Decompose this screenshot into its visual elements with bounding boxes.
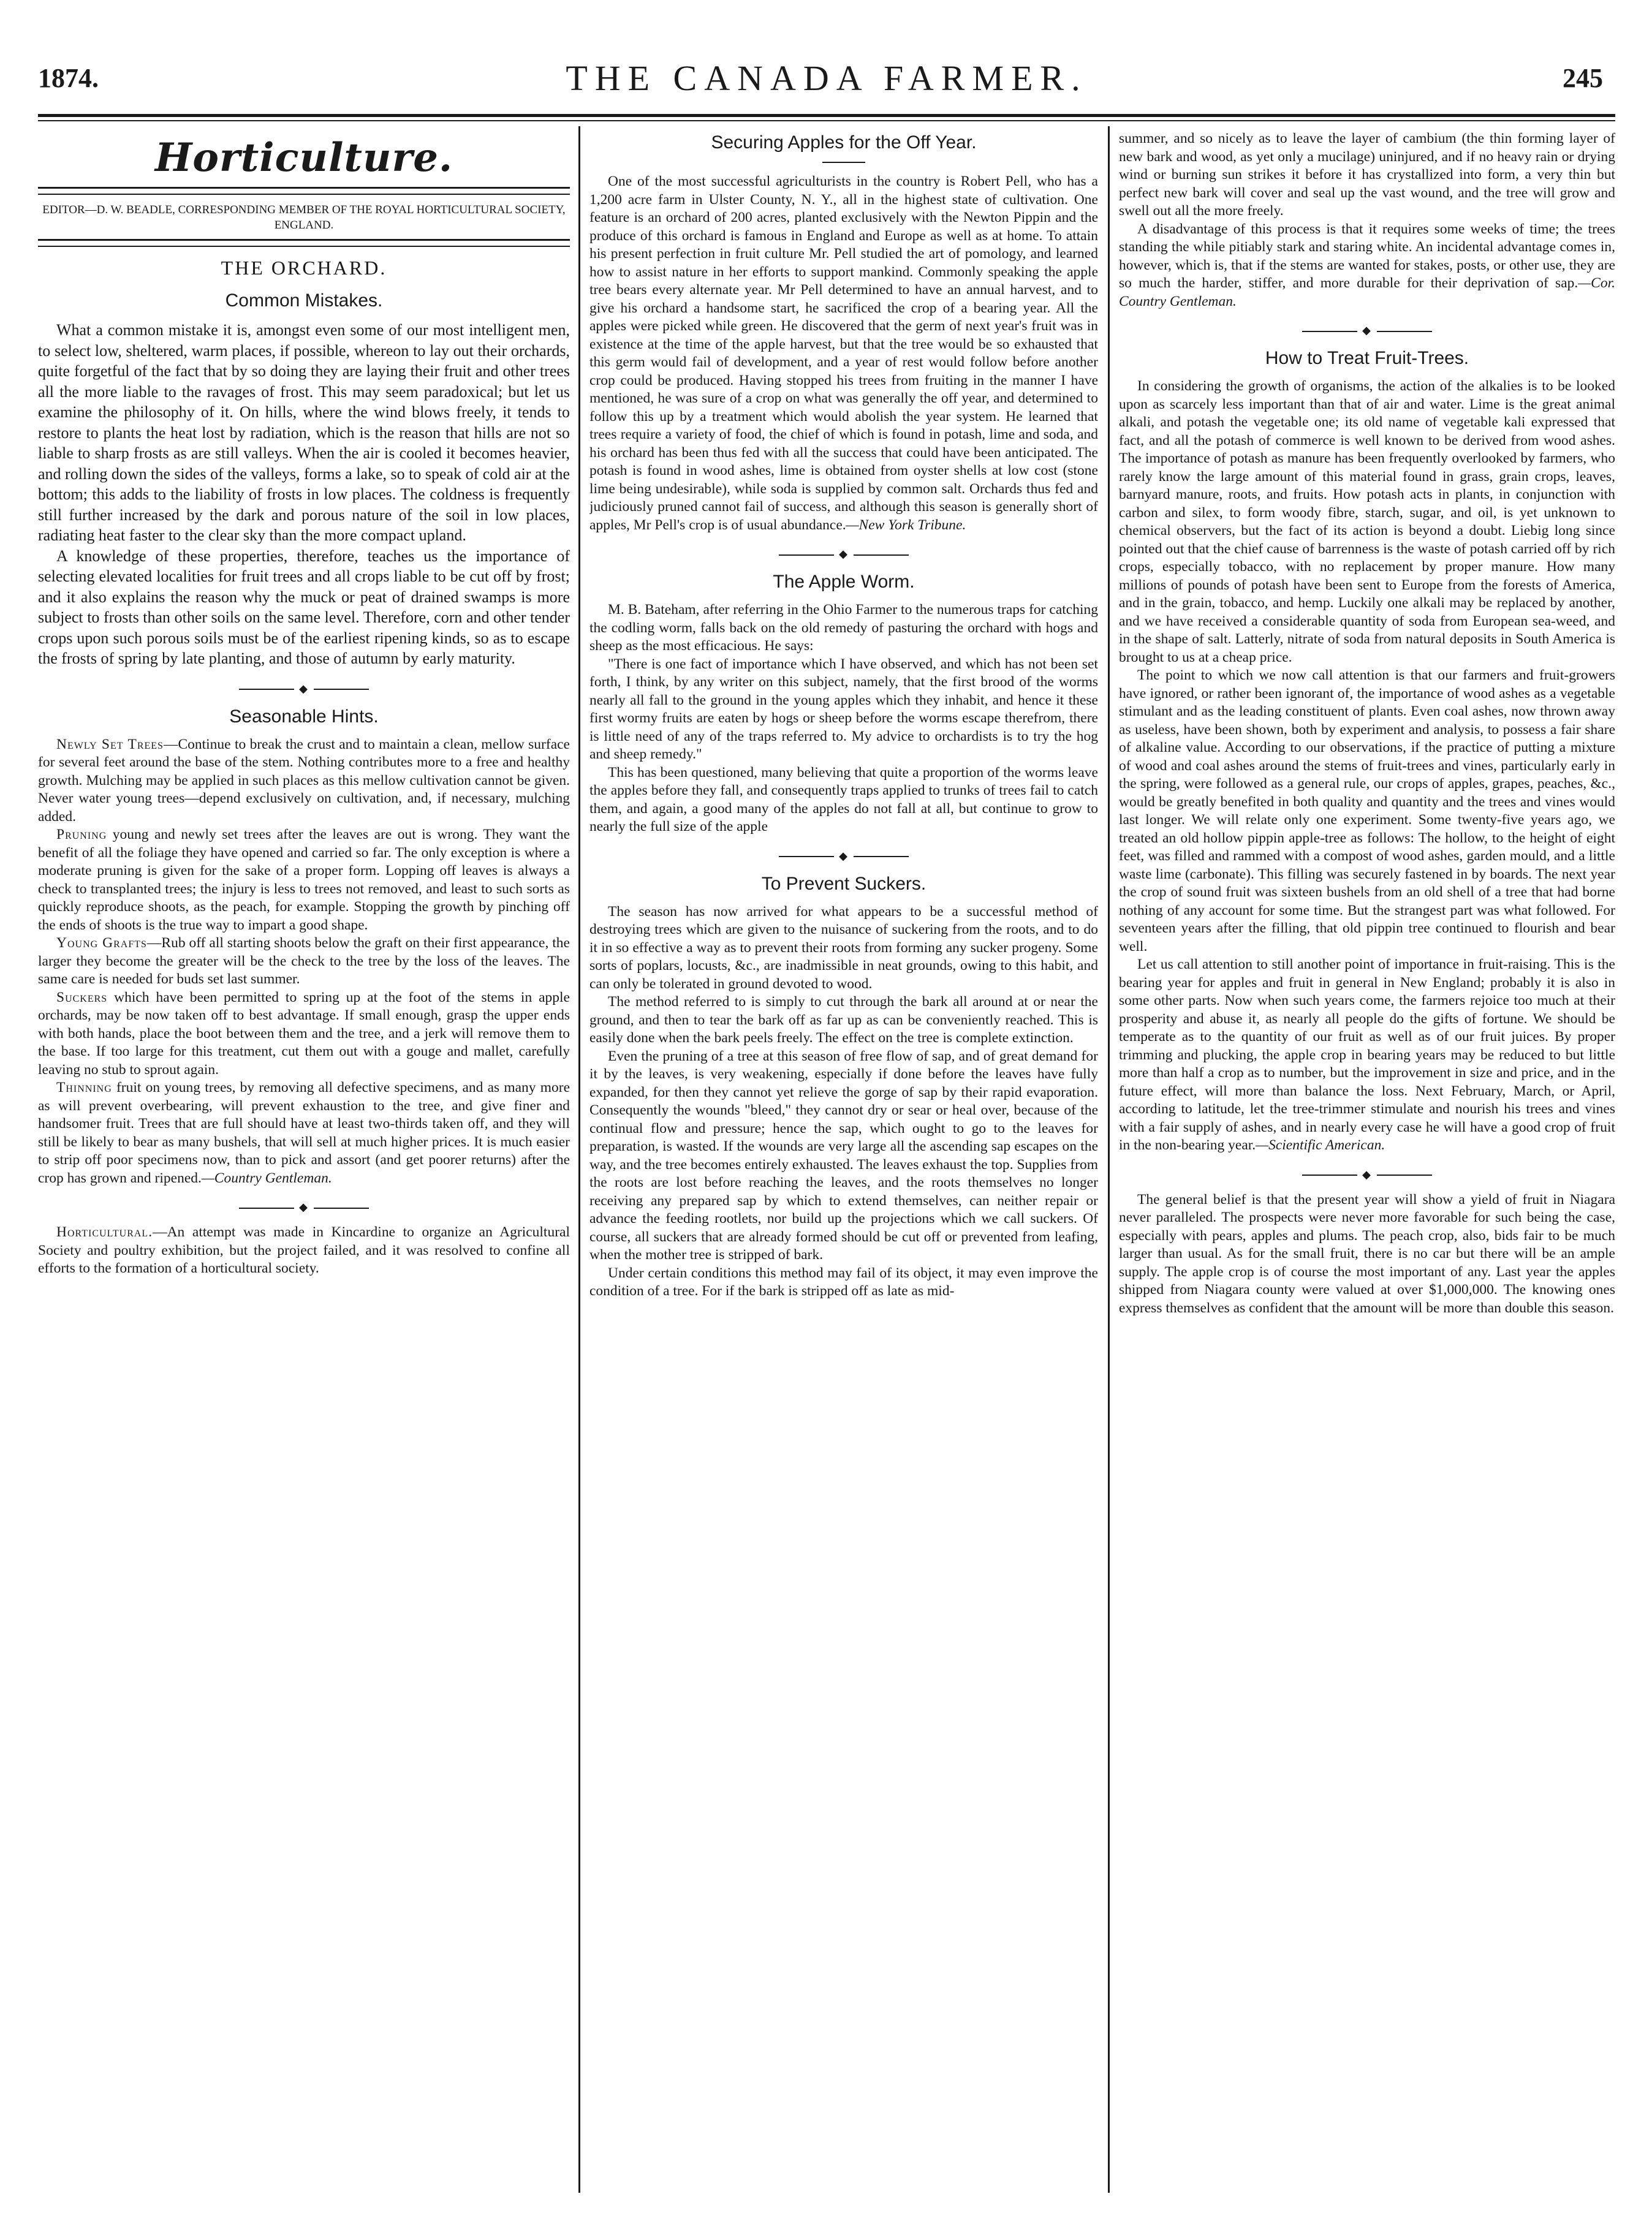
column-2 bbox=[589, 130, 1098, 2193]
section-title: Horticulture. bbox=[154, 135, 453, 181]
masthead bbox=[38, 39, 1615, 107]
page-number: 245 bbox=[1563, 63, 1603, 93]
article-paragraph: Even the pruning of a tree at this season of free flow of sap, and of great demand for it by the leaves, is very weakening, especially if done before the leaves have fully expanded, for then they cannot yet relieve the gorge of sap by their rapid evaporation. Consequently the wounds "bleed," they cannot dry or sear or heal over, because of the continual flow and pressure; hence the sap, which ought to go to the leaves for preparation, is wasted. If the wounds are very large all the ascending sap escapes on the way, and the tree becomes entirely exhausted. The leaves exhaust the top. Supplies from the roots are lost before reaching the leaves, and the roots themselves no longer receiving any prepared sap by which to extend themselves, can neither repair or advance the feeding rootlets, nor build up the projections which we call suckers. Of course, all suckers that are already formed should be cut off or prevented from leafing, when the mother tree is stripped of bark. bbox=[589, 1048, 1098, 1263]
editor-rule bbox=[38, 239, 570, 247]
signature: —Scientific American. bbox=[1256, 1137, 1385, 1153]
continuation-paragraph: summer, and so nicely as to leave the layer of cambium (the thin forming layer of new bark and wood, as yet only a mucilage) uninjured, and if no heavy rain or drying wind or burning sun strikes it before it has crystallized into form, a very thin but perfect new bark will cover and seal up the vast wound, and the tree will grow and swell out all the more freely. bbox=[1119, 131, 1615, 219]
article-heading: How to Treat Fruit-Trees. bbox=[1265, 348, 1469, 368]
article-paragraph: M. B. Bateham, after referring in the Ohio Farmer to the numerous traps for catching the codling worm, falls back on the old remedy of pasturing the orchard with hogs and sheep as the most efficacious. He says: bbox=[589, 602, 1098, 654]
ornament-divider: ◆ bbox=[589, 850, 1098, 863]
article-heading: To Prevent Suckers. bbox=[761, 873, 926, 894]
ornament-divider: ◆ bbox=[38, 683, 570, 695]
article-paragraph: This has been questioned, many believing that quite a proportion of the worms leave the apples before they fall, and consequently traps applied to trunks of trees fail to catch them, and again, a good many of the apples do not fall at all, but continue to grow to nearly the full size of the apple bbox=[589, 764, 1098, 834]
ornament-divider: ◆ bbox=[589, 548, 1098, 561]
column-divider-2 bbox=[1108, 126, 1110, 2193]
editor-line: EDITOR—D. W. BEADLE, CORRESPONDING MEMBER OF THE ROYAL HORTICULTURAL SOCIETY, ENGLAND. bbox=[42, 203, 566, 232]
masthead-title: THE CANADA FARMER. bbox=[566, 58, 1088, 98]
header-rule-thin bbox=[38, 120, 1615, 121]
article-paragraph: What a common mistake it is, amongst even some of our most intelligent men, to select low, sheltered, warm places, if possible, whereon to lay out their orchards, quite forgetful of the fact that by so doing they are laying their fruit and other trees all the more liable to the ravages of frost. This may seem paradoxical; but let us examine the philosophy of it. On hills, where the wind blows freely, it tends to restore to plants the heat lost by radiation, which is the reason that hills are not so liable to sharp frosts as are still valleys. When the air is cooled it becomes heavier, and rolling down the sides of the valleys, forms a lake, so to speak of cold air at the bottom; this adds to the liability of frosts in low places. The coldness is frequently still further increased by the dark and porous nature of the soil in low places, radiating heat faster to the clear sky than the more compact upland. bbox=[38, 321, 570, 544]
ornament-divider: ◆ bbox=[1119, 1168, 1615, 1181]
column-1 bbox=[38, 130, 570, 2193]
article-heading: Seasonable Hints. bbox=[229, 706, 379, 727]
hint-paragraph: Thinning fruit on young trees, by removing all defective specimens, and as many more as will prevent overbearing, will prevent exhaustion to the tree, and give finer and handsomer fruit. Trees that are full should have at least two-thirds taken off, and they will still be likely to bear as many bushels, that will sell at much higher prices. It is much easier to strip off poor specimens now, than to pick and assort (and get poorer returns) after the crop has grown and ripened.—Country Gentleman. bbox=[38, 1080, 570, 1186]
article-paragraph: The season has now arrived for what appears to be a successful method of destroying trees which are given to the nuisance of suckering from the roots, and to do it in so effective a way as to prevent their roots from forming any sucker progeny. Some sorts of poplars, locusts, &c., are inadmissible in neat grounds, owing to this habit, and can only be tolerated in ground devoted to wood. bbox=[589, 903, 1098, 992]
article-heading: The Apple Worm. bbox=[773, 572, 915, 592]
ornament-divider: ◆ bbox=[1119, 324, 1615, 337]
continuation-paragraph: A disadvantage of this process is that it requires some weeks of time; the trees standing the while pitiably stark and staring white. An incidental advantage comes in, however, which is, that if the stems are wanted for stakes, posts, or other use, they are so much the harder, stiffer, and more durable for their deprivation of sap.—Cor. Country Gentleman. bbox=[1119, 221, 1615, 309]
article-heading: Common Mistakes. bbox=[225, 290, 383, 311]
signature: —New York Tribune. bbox=[846, 516, 966, 533]
article-paragraph: "There is one fact of importance which I have observed, and which has not been set forth, I think, by any writer on this subject, namely, that the first brood of the worms nearly all fall to the ground in the young apples which they inhabit, and hence it these first wormy fruits are eaten by hogs or sheep before the worms escape therefrom, there is little need of any of the traps referred to. My advice to orchardists is to try the hog and sheep remedy." bbox=[589, 656, 1098, 762]
orchard-title: THE ORCHARD. bbox=[221, 257, 387, 279]
hint-paragraph: Pruning young and newly set trees after the leaves are out is wrong. They want the benefit of all the foliage they have opened and carried so far. The only exception is where a moderate pruning is given for the sake of a proper form. Lopping off leaves is always a check to transplanted trees; the injury is less to trees not removed, and least to such sorts as quickly reproduce shoots, as the peach, for example. Stopping the growth by pinching off the ends of shoots is the true way to impart a good shape. bbox=[38, 827, 570, 933]
hint-paragraph: Suckers which have been permitted to spring up at the foot of the stems in apple orchards, may be now taken off to best advantage. If small enough, grasp the upper ends with both hands, place the boot between them and the tree, and a jerk will remove them to the base. If too large for this treatment, cut them out with a gouge and mallet, carefully leaving no stub to sprout again. bbox=[38, 989, 570, 1078]
hint-paragraph: Newly Set Trees—Continue to break the crust and to maintain a clean, mellow surface for several feet around the base of the stem. Nothing contributes more to a free and healthy growth. Mulching may be applied in such places as this mellow cultivation cannot be given. Never water young trees—depend exclusively on cultivation, and, if necessary, mulching added. bbox=[38, 736, 570, 825]
note-paragraph: The general belief is that the present year will show a yield of fruit in Niagara never paralleled. The prospects were never more favorable for such being the case, especially with pears, apples and plums. The peach crop, also, bids fair to be much larger than usual. As for the small fruit, there is no car but there will be an ample supply. The apple crop is of course the most important of any. Last year the apples shipped from Niagara county were valued at over $1,000,000. The knowing ones express themselves as confident that the amount will be more than double this season. bbox=[1119, 1191, 1615, 1316]
article-paragraph: One of the most successful agriculturists in the country is Robert Pell, who has a 1,200 acre farm in Ulster County, N. Y., all in the highest state of cultivation. One feature is an orchard of 200 acres, planted exclusively with the Newton Pippin and the produce of this orchard is famous in England and Europe as well as at home. To attain his present perfection in fruit culture Mr. Pell studied the art of pomology, and learned how to assist nature in her efforts to support mankind. Commonly speaking the apple tree bears every alternate year. Mr Pell determined to have an annual harvest, and to give his orchard a handsome start, he sacrificed the crop of a bearing year. All the apples were picked while green. He discovered that the germ of next year's fruit was in existence at the time of the apple harvest, but that the tree would be so exhausted that this germ would fail of development, and a year of rest would follow before another crop could be produced. Having stopped his trees from fruiting in the manner I have mentioned, he was sure of a crop on what was generally the off year, and determined to follow this up by a treatment which would abolish the year system. He learned that trees require a variety of food, the chief of which is found in potash, lime and soda, and his orchard has been thus fed with all the success that could have been anticipated. The potash is found in wood ashes, lime is obtained from oyster shells at low cost (stone lime being undesirable), while soda is supplied by common salt. Orchards thus fed and judiciously pruned cannot fail of success, and although this season is generally short of apples, Mr Pell's crop is of usual abundance.—New York Tribune. bbox=[589, 173, 1098, 533]
heading-dash bbox=[822, 162, 865, 163]
masthead-year: 1874. bbox=[38, 63, 99, 93]
signature: —Country Gentleman. bbox=[201, 1170, 332, 1186]
header-rule-thick bbox=[38, 114, 1615, 117]
note-paragraph: Horticultural.—An attempt was made in Kincardine to organize an Agricultural Society and poultry exhibition, but the project failed, and it was resolved to confine all efforts to the formation of a horticultural society. bbox=[38, 1224, 570, 1276]
ornament-divider: ◆ bbox=[38, 1201, 570, 1214]
signature: —Cor. Country Gentleman. bbox=[1119, 275, 1615, 309]
article-paragraph: In considering the growth of organisms, the action of the alkalies is to be looked upon as scarcely less important than that of air and water. Lime is the great animal alkali, and potash the vegetable one; its old name of vegetable kali expressed that fact, and all the potash of commerce is well known to be derived from wood ashes. The importance of potash as manure has been frequently overlooked by farmers, who rarely know the large amount of this material found in grass, grain crops, leaves, barnyard manure, roots, and fruits. How potash acts in plants, in conjunction with carbon and silex, to form woody fibre, starch, sugar, and oil, is yet unknown to chemical observers, but the fact of its action is beyond a doubt. Liebig long since pointed out that the chief cause of barrenness is the waste of potash carried off by rich crops, especially tobacco, with no replacement by proper manure. How many millions of pounds of potash have been sent to Europe from the forests of America, and in the grain, tobacco, and hemp. Luckily one alkali may be replaced by another, and we have received a considerable quantity of soda from European sea-weed, and in the shape of salt. Latterly, nitrate of soda from natural deposits in South America is brought to us at a cheap price. bbox=[1119, 378, 1615, 665]
column-divider-1 bbox=[578, 126, 580, 2193]
section-rule bbox=[38, 187, 570, 195]
article-paragraph: The method referred to is simply to cut through the bark all around at or near the ground, and then to tear the bark off as far up as can be conveniently reached. This is easily done when the bark peels freely. The effect on the tree is complete extinction. bbox=[589, 994, 1098, 1046]
article-paragraph: A knowledge of these properties, therefore, teaches us the importance of selecting elevated localities for fruit trees and all crops liable to be cut off by frost; and it also explains the reason why the muck or peat of drained swamps is more subject to frosts than other soils on the same level. Therefore, corn and other tender crops upon such porous soils must be of the earliest ripening kinds, so as to escape the frosts of spring by late planting, and those of autumn by early maturity. bbox=[38, 547, 570, 667]
hint-paragraph: Young Grafts—Rub off all starting shoots below the graft on their first appearance, the larger they become the greater will be the check to the tree by the loss of the leaves. The same care is needed for buds set last summer. bbox=[38, 935, 570, 987]
article-paragraph: The point to which we now call attention is that our farmers and fruit-growers have ignored, or rather been ignorant of, the importance of wood ashes as a vegetable stimulant and as the leading constituent of plants. Even coal ashes, now thrown away as useless, have been shown, both by experiment and analysis, to possess a fair share of alkaline value. According to our observations, if the practice of putting a mixture of wood and coal ashes around the stems of fruit-trees and vines, particularly early in the spring, were followed as a general rule, our crops of apples, grapes, peaches, &c., would be greatly benefited in both quality and quantity and the trees and vines would last longer. We will relate only one experiment. Some twenty-five years ago, we treated an old hollow pippin apple-tree as follows: The hollow, to the height of eight feet, was filled and rammed with a compost of wood ashes, garden mould, and a little waste lime (carbonate). This filling was securely fastened in by boards. The next year the crop of sound fruit was sixteen bushels from an old shell of a tree that had borne nothing of any account for some time. But the strangest part was what followed. For seventeen years after the filling, that old pippin tree continued to flourish and bear well. bbox=[1119, 667, 1615, 955]
article-paragraph: Let us call attention to still another point of importance in fruit-raising. This is the bearing year for apples and fruit in general in New England; probably it is also in some other parts. Now when such years come, the farmers rejoice too much at their prosperity and abuse it, as nearly all people do the gifts of fortune. We should be temperate as to the quantity of our fruit as well as of our fruit juices. By proper trimming and plucking, the apple crop in bearing years may be reduced to but little more than half a crop as to number, but the improvement in size and price, and in the future effect, will more than balance the loss. Next February, March, or April, according to latitude, let the tree-trimmer stimulate and nourish his trees and vines with a fair supply of ashes, and in nearly every case he will have a good crop of fruit in the non-bearing year.—Scientific American. bbox=[1119, 956, 1615, 1153]
article-heading: Securing Apples for the Off Year. bbox=[711, 132, 977, 153]
column-3 bbox=[1119, 130, 1615, 2193]
article-paragraph: Under certain conditions this method may fail of its object, it may even improve the condition of a tree. For if the bark is stripped off as late as mid- bbox=[589, 1265, 1098, 1299]
